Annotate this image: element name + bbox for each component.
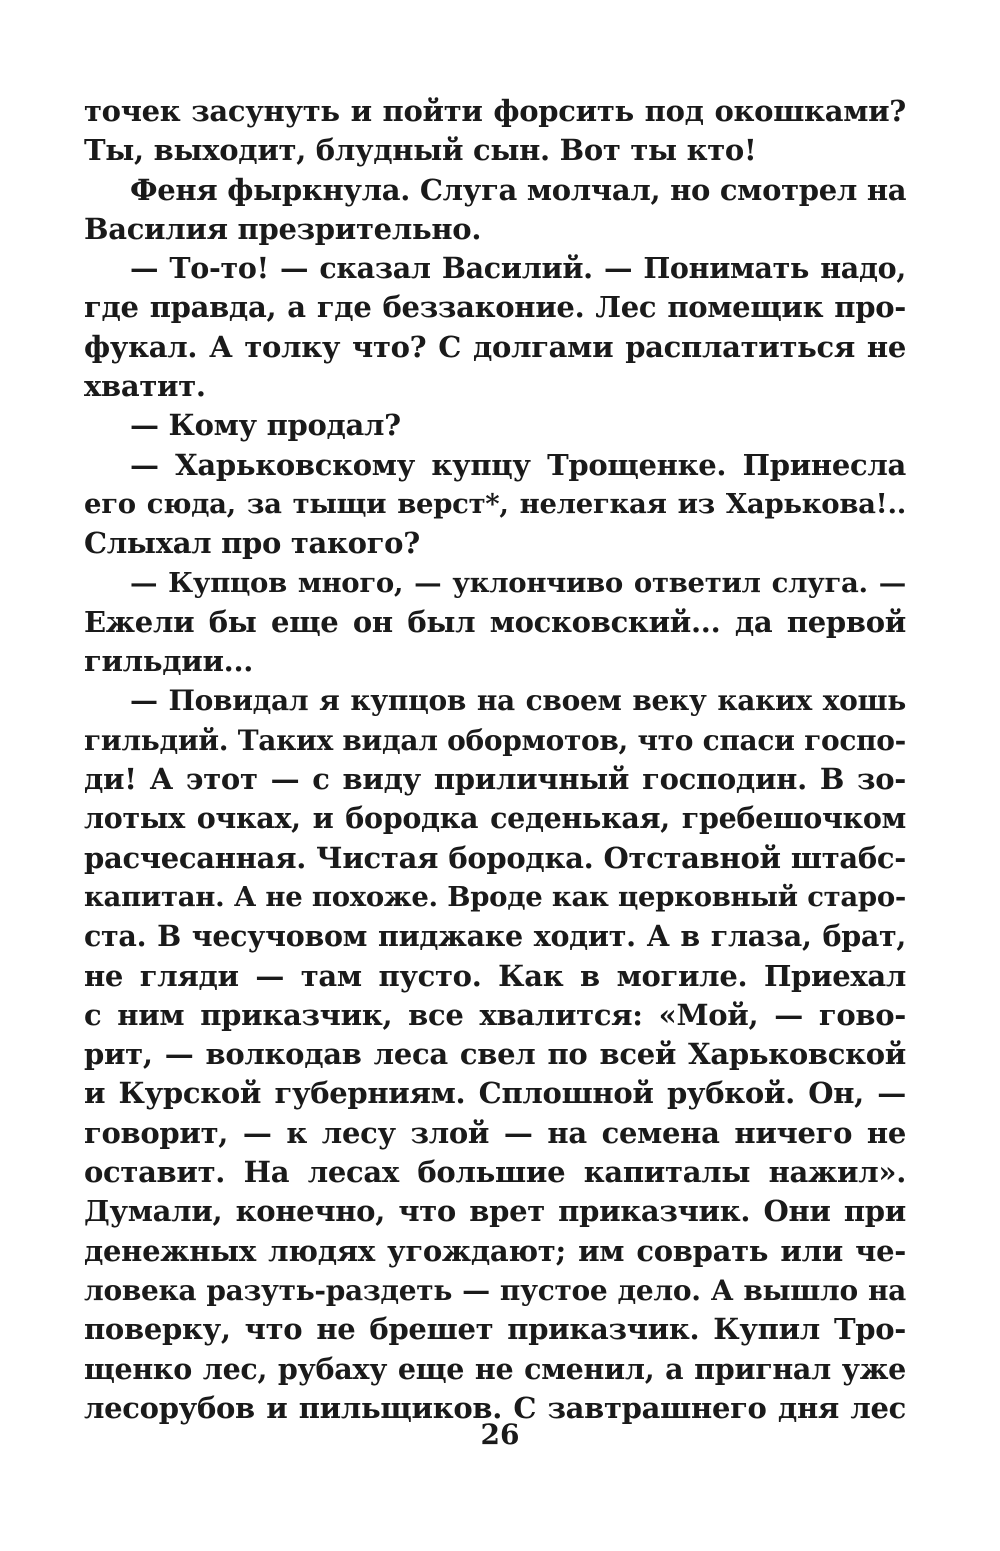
text-line: поверку, что не брешет приказчик. Купил Тро- bbox=[84, 1312, 906, 1347]
text-line: говорит, — к лесу злой — на семена ничего не bbox=[84, 1115, 906, 1150]
text-line: его сюда, за тыщи верст*, нелегкая из Харькова!.. bbox=[84, 487, 906, 520]
text-line: Думали, конечно, что врет приказчик. Они при bbox=[84, 1194, 906, 1229]
text-line: Слыхал про такого? bbox=[84, 526, 420, 561]
text-line: не гляди — там пусто. Как в могиле. Приехал bbox=[84, 958, 906, 993]
text-line: — То-то! — сказал Василий. — Понимать надо, bbox=[130, 251, 906, 286]
text-line: Василия презрительно. bbox=[84, 211, 482, 246]
text-line: ловека разуть-раздеть — пустое дело. А вышло на bbox=[84, 1273, 906, 1307]
text-line: расчесанная. Чистая бородка. Отставной штабс- bbox=[84, 840, 906, 875]
text-line: хватит. bbox=[84, 369, 206, 404]
text-line: — Харьковскому купцу Трощенке. Принесла bbox=[130, 447, 906, 482]
text-line: лотых очках, и бородка седенькая, гребешочком bbox=[84, 801, 906, 836]
text-line: рит, — волкодав леса свел по всей Харьковской bbox=[84, 1037, 906, 1072]
text-line: капитан. А не похоже. Вроде как церковный старо- bbox=[84, 880, 906, 913]
text-line: лесорубов и пильщиков. С завтрашнего дня лес bbox=[84, 1390, 906, 1425]
text-line: Ты, выходит, блудный сын. Вот ты кто! bbox=[84, 133, 757, 168]
text-line: — Повидал я купцов на своем веку каких хошь bbox=[130, 684, 906, 718]
text-line: ста. В чесучовом пиджаке ходит. А в глаза, брат, bbox=[84, 919, 906, 954]
text-line: с ним приказчик, все хвалится: «Мой, — гово- bbox=[84, 997, 906, 1032]
page-body bbox=[84, 92, 906, 1428]
text-line: фукал. А толку что? С долгами расплатиться не bbox=[84, 329, 906, 364]
text-line: — Купцов много, — уклончиво ответил слуга. — bbox=[130, 566, 906, 599]
text-line: Ежели бы еще он был московский... да первой bbox=[84, 604, 906, 639]
text-line: гильдии... bbox=[84, 644, 254, 679]
text-line: щенко лес, рубаху еще не сменил, а пригнал уже bbox=[84, 1351, 906, 1386]
text-line: гильдий. Таких видал обормотов, что спаси госпо- bbox=[84, 723, 906, 757]
text-line: где правда, а где беззаконие. Лес помещик про- bbox=[84, 290, 906, 325]
text-line: и Курской губерниям. Сплошной рубкой. Он, — bbox=[84, 1076, 906, 1111]
text-line: точек засунуть и пойти форсить под окошками? bbox=[84, 94, 906, 128]
text-line: ди! А этот — с виду приличный господин. В зо- bbox=[84, 762, 906, 797]
text-line: — Кому продал? bbox=[130, 408, 401, 443]
page-number: 26 bbox=[480, 1418, 520, 1451]
text-line: денежных людях угождают; им соврать или че- bbox=[84, 1233, 906, 1268]
text-line: Феня фыркнула. Слуга молчал, но смотрел на bbox=[130, 172, 906, 207]
text-line: оставит. На лесах большие капиталы нажил». bbox=[84, 1155, 906, 1190]
